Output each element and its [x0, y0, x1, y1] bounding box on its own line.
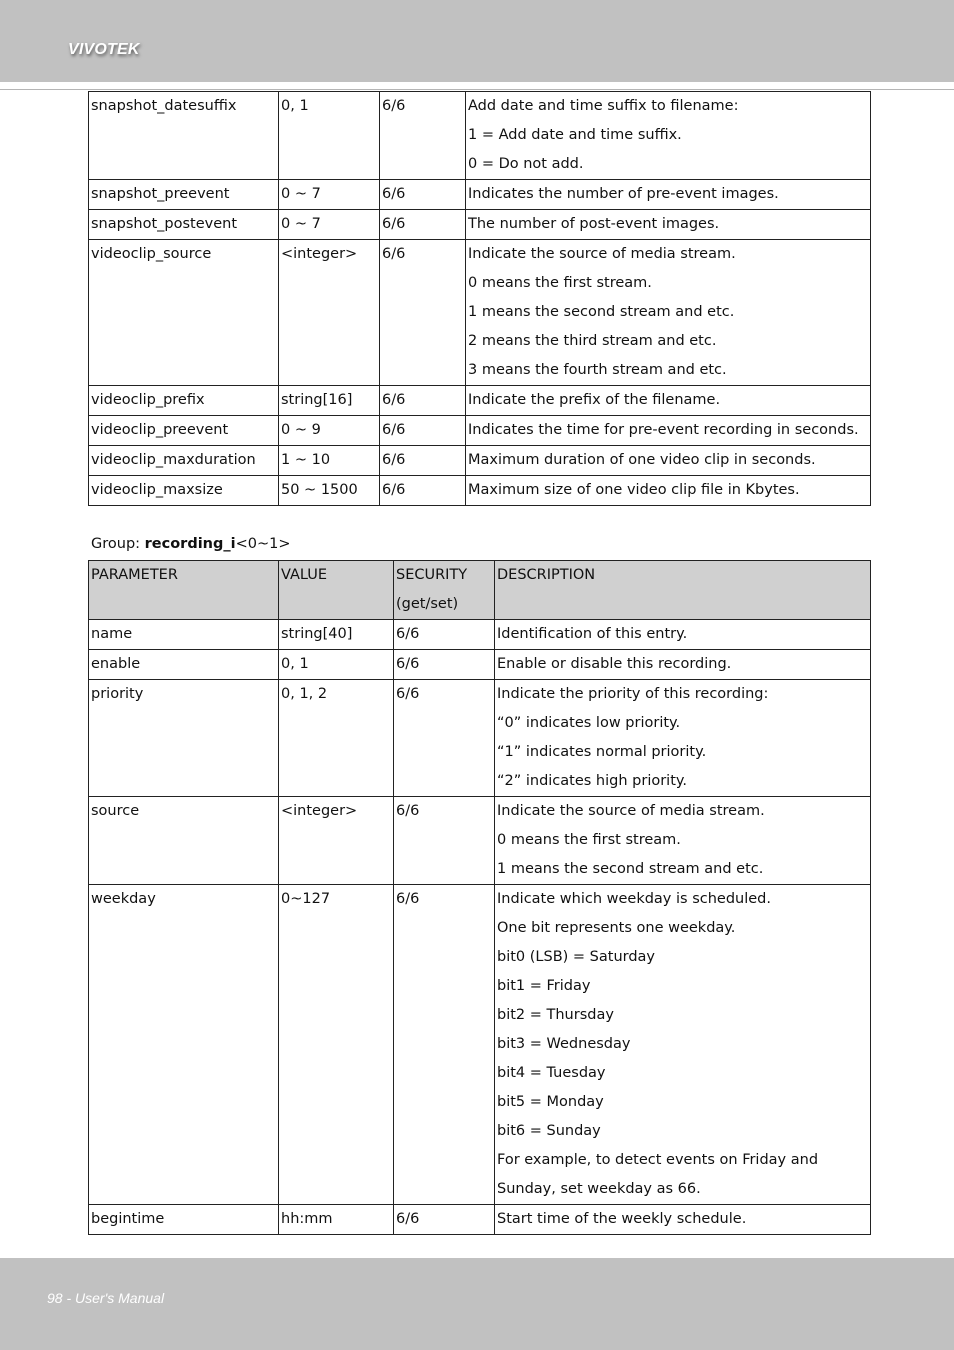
table-row — [89, 240, 871, 386]
description-line: bit6 = Sunday — [497, 1123, 601, 1139]
security-cell: 6/6 — [380, 446, 466, 476]
parameter-cell: snapshot_postevent — [89, 210, 279, 240]
security-cell: 6/6 — [380, 240, 466, 386]
description-cell — [466, 446, 871, 476]
security-cell: 6/6 — [394, 650, 495, 680]
value-cell: 0 ~ 7 — [279, 180, 380, 210]
table-row — [89, 416, 871, 446]
value-cell: string[16] — [279, 386, 380, 416]
table-row — [89, 620, 871, 650]
value-cell: 0~127 — [279, 885, 394, 1205]
description-line: 0 means the first stream. — [497, 832, 681, 848]
description-line: 1 = Add date and time suffix. — [468, 127, 682, 143]
description-line: One bit represents one weekday. — [497, 920, 736, 936]
header-security: SECURITY (get/set) — [394, 561, 495, 620]
description-cell — [495, 680, 871, 797]
description-line: The number of post-event images. — [468, 216, 720, 232]
security-cell: 6/6 — [380, 92, 466, 180]
description-line: “1” indicates normal priority. — [497, 744, 707, 760]
value-cell: 0, 1, 2 — [279, 680, 394, 797]
recording-parameter-table — [88, 560, 871, 1235]
security-cell: 6/6 — [394, 885, 495, 1205]
table-row — [89, 476, 871, 506]
value-cell: <integer> — [279, 240, 380, 386]
description-line: Sunday, set weekday as 66. — [497, 1181, 701, 1197]
parameter-cell: enable — [89, 650, 279, 680]
value-cell: 0 ~ 7 — [279, 210, 380, 240]
description-cell — [466, 476, 871, 506]
description-line: “0” indicates low priority. — [497, 715, 681, 731]
description-line: bit4 = Tuesday — [497, 1065, 606, 1081]
value-cell: 50 ~ 1500 — [279, 476, 380, 506]
value-cell: 0, 1 — [279, 650, 394, 680]
table-row — [89, 92, 871, 180]
description-line: Identification of this entry. — [497, 626, 688, 642]
description-line: “2” indicates high priority. — [497, 773, 688, 789]
group-label — [91, 536, 291, 552]
description-line: 1 means the second stream and etc. — [468, 304, 735, 320]
description-cell — [466, 416, 871, 446]
description-line: bit1 = Friday — [497, 978, 591, 994]
description-line: Indicate the priority of this recording: — [497, 686, 769, 702]
table-row — [89, 446, 871, 476]
description-line: 2 means the third stream and etc. — [468, 333, 717, 349]
description-line: bit5 = Monday — [497, 1094, 604, 1110]
description-line: Enable or disable this recording. — [497, 656, 732, 672]
description-cell — [466, 386, 871, 416]
parameter-cell: videoclip_preevent — [89, 416, 279, 446]
parameter-cell: weekday — [89, 885, 279, 1205]
description-line: 1 means the second stream and etc. — [497, 861, 764, 877]
header-parameter: PARAMETER — [89, 561, 279, 620]
table-row — [89, 386, 871, 416]
description-line: Indicate the prefix of the filename. — [468, 392, 721, 408]
group-name: recording_i — [144, 536, 236, 552]
description-cell — [466, 210, 871, 240]
description-line: 3 means the fourth stream and etc. — [468, 362, 727, 378]
parameter-cell: snapshot_datesuffix — [89, 92, 279, 180]
value-cell: hh:mm — [279, 1205, 394, 1235]
description-line: 0 = Do not add. — [468, 156, 584, 172]
description-cell — [466, 92, 871, 180]
description-line: Add date and time suffix to filename: — [468, 98, 739, 114]
header-divider — [0, 89, 954, 90]
description-line: Indicate which weekday is scheduled. — [497, 891, 771, 907]
security-cell: 6/6 — [380, 210, 466, 240]
value-cell: string[40] — [279, 620, 394, 650]
header-description: DESCRIPTION — [495, 561, 871, 620]
description-line: Start time of the weekly schedule. — [497, 1211, 747, 1227]
security-cell: 6/6 — [380, 180, 466, 210]
description-cell — [495, 797, 871, 885]
security-cell: 6/6 — [394, 1205, 495, 1235]
parameter-cell: snapshot_preevent — [89, 180, 279, 210]
table-row — [89, 1205, 871, 1235]
description-cell — [466, 240, 871, 386]
description-line: bit3 = Wednesday — [497, 1036, 631, 1052]
security-cell: 6/6 — [394, 680, 495, 797]
security-cell: 6/6 — [380, 386, 466, 416]
security-cell: 6/6 — [394, 797, 495, 885]
table-row — [89, 650, 871, 680]
description-line: Maximum duration of one video clip in seconds. — [468, 452, 816, 468]
description-line: bit2 = Thursday — [497, 1007, 614, 1023]
parameter-table-continued — [88, 91, 871, 506]
value-cell: 0, 1 — [279, 92, 380, 180]
value-cell: 0 ~ 9 — [279, 416, 380, 446]
group-suffix: <0~1> — [235, 536, 291, 552]
description-cell — [495, 885, 871, 1205]
description-line: Indicate the source of media stream. — [497, 803, 765, 819]
description-cell — [466, 180, 871, 210]
security-cell: 6/6 — [394, 620, 495, 650]
table-row — [89, 797, 871, 885]
parameter-cell: videoclip_maxduration — [89, 446, 279, 476]
description-cell — [495, 620, 871, 650]
description-line: Indicates the time for pre-event recording in seconds. — [468, 422, 859, 438]
description-line: Indicate the source of media stream. — [468, 246, 736, 262]
parameter-cell: videoclip_maxsize — [89, 476, 279, 506]
page-footer — [0, 1258, 954, 1350]
table-row — [89, 680, 871, 797]
table-row — [89, 180, 871, 210]
description-cell — [495, 650, 871, 680]
parameter-cell: videoclip_source — [89, 240, 279, 386]
parameter-cell: source — [89, 797, 279, 885]
value-cell: 1 ~ 10 — [279, 446, 380, 476]
header-value: VALUE — [279, 561, 394, 620]
security-cell: 6/6 — [380, 416, 466, 446]
group-prefix: Group: — [91, 536, 145, 552]
page-header — [0, 0, 954, 82]
parameter-cell: videoclip_prefix — [89, 386, 279, 416]
description-line: For example, to detect events on Friday and — [497, 1152, 819, 1168]
page-number-label: 98 - User's Manual — [47, 1290, 165, 1306]
parameter-cell: priority — [89, 680, 279, 797]
description-line: Maximum size of one video clip file in Kbytes. — [468, 482, 800, 498]
table-row — [89, 885, 871, 1205]
brand-logo: VIVOTEK — [68, 41, 140, 58]
table-row — [89, 210, 871, 240]
description-line: Indicates the number of pre-event images. — [468, 186, 779, 202]
description-cell — [495, 1205, 871, 1235]
parameter-cell: begintime — [89, 1205, 279, 1235]
table-header-row — [89, 561, 871, 620]
security-cell: 6/6 — [380, 476, 466, 506]
value-cell: <integer> — [279, 797, 394, 885]
description-line: bit0 (LSB) = Saturday — [497, 949, 656, 965]
description-line: 0 means the first stream. — [468, 275, 652, 291]
parameter-cell: name — [89, 620, 279, 650]
